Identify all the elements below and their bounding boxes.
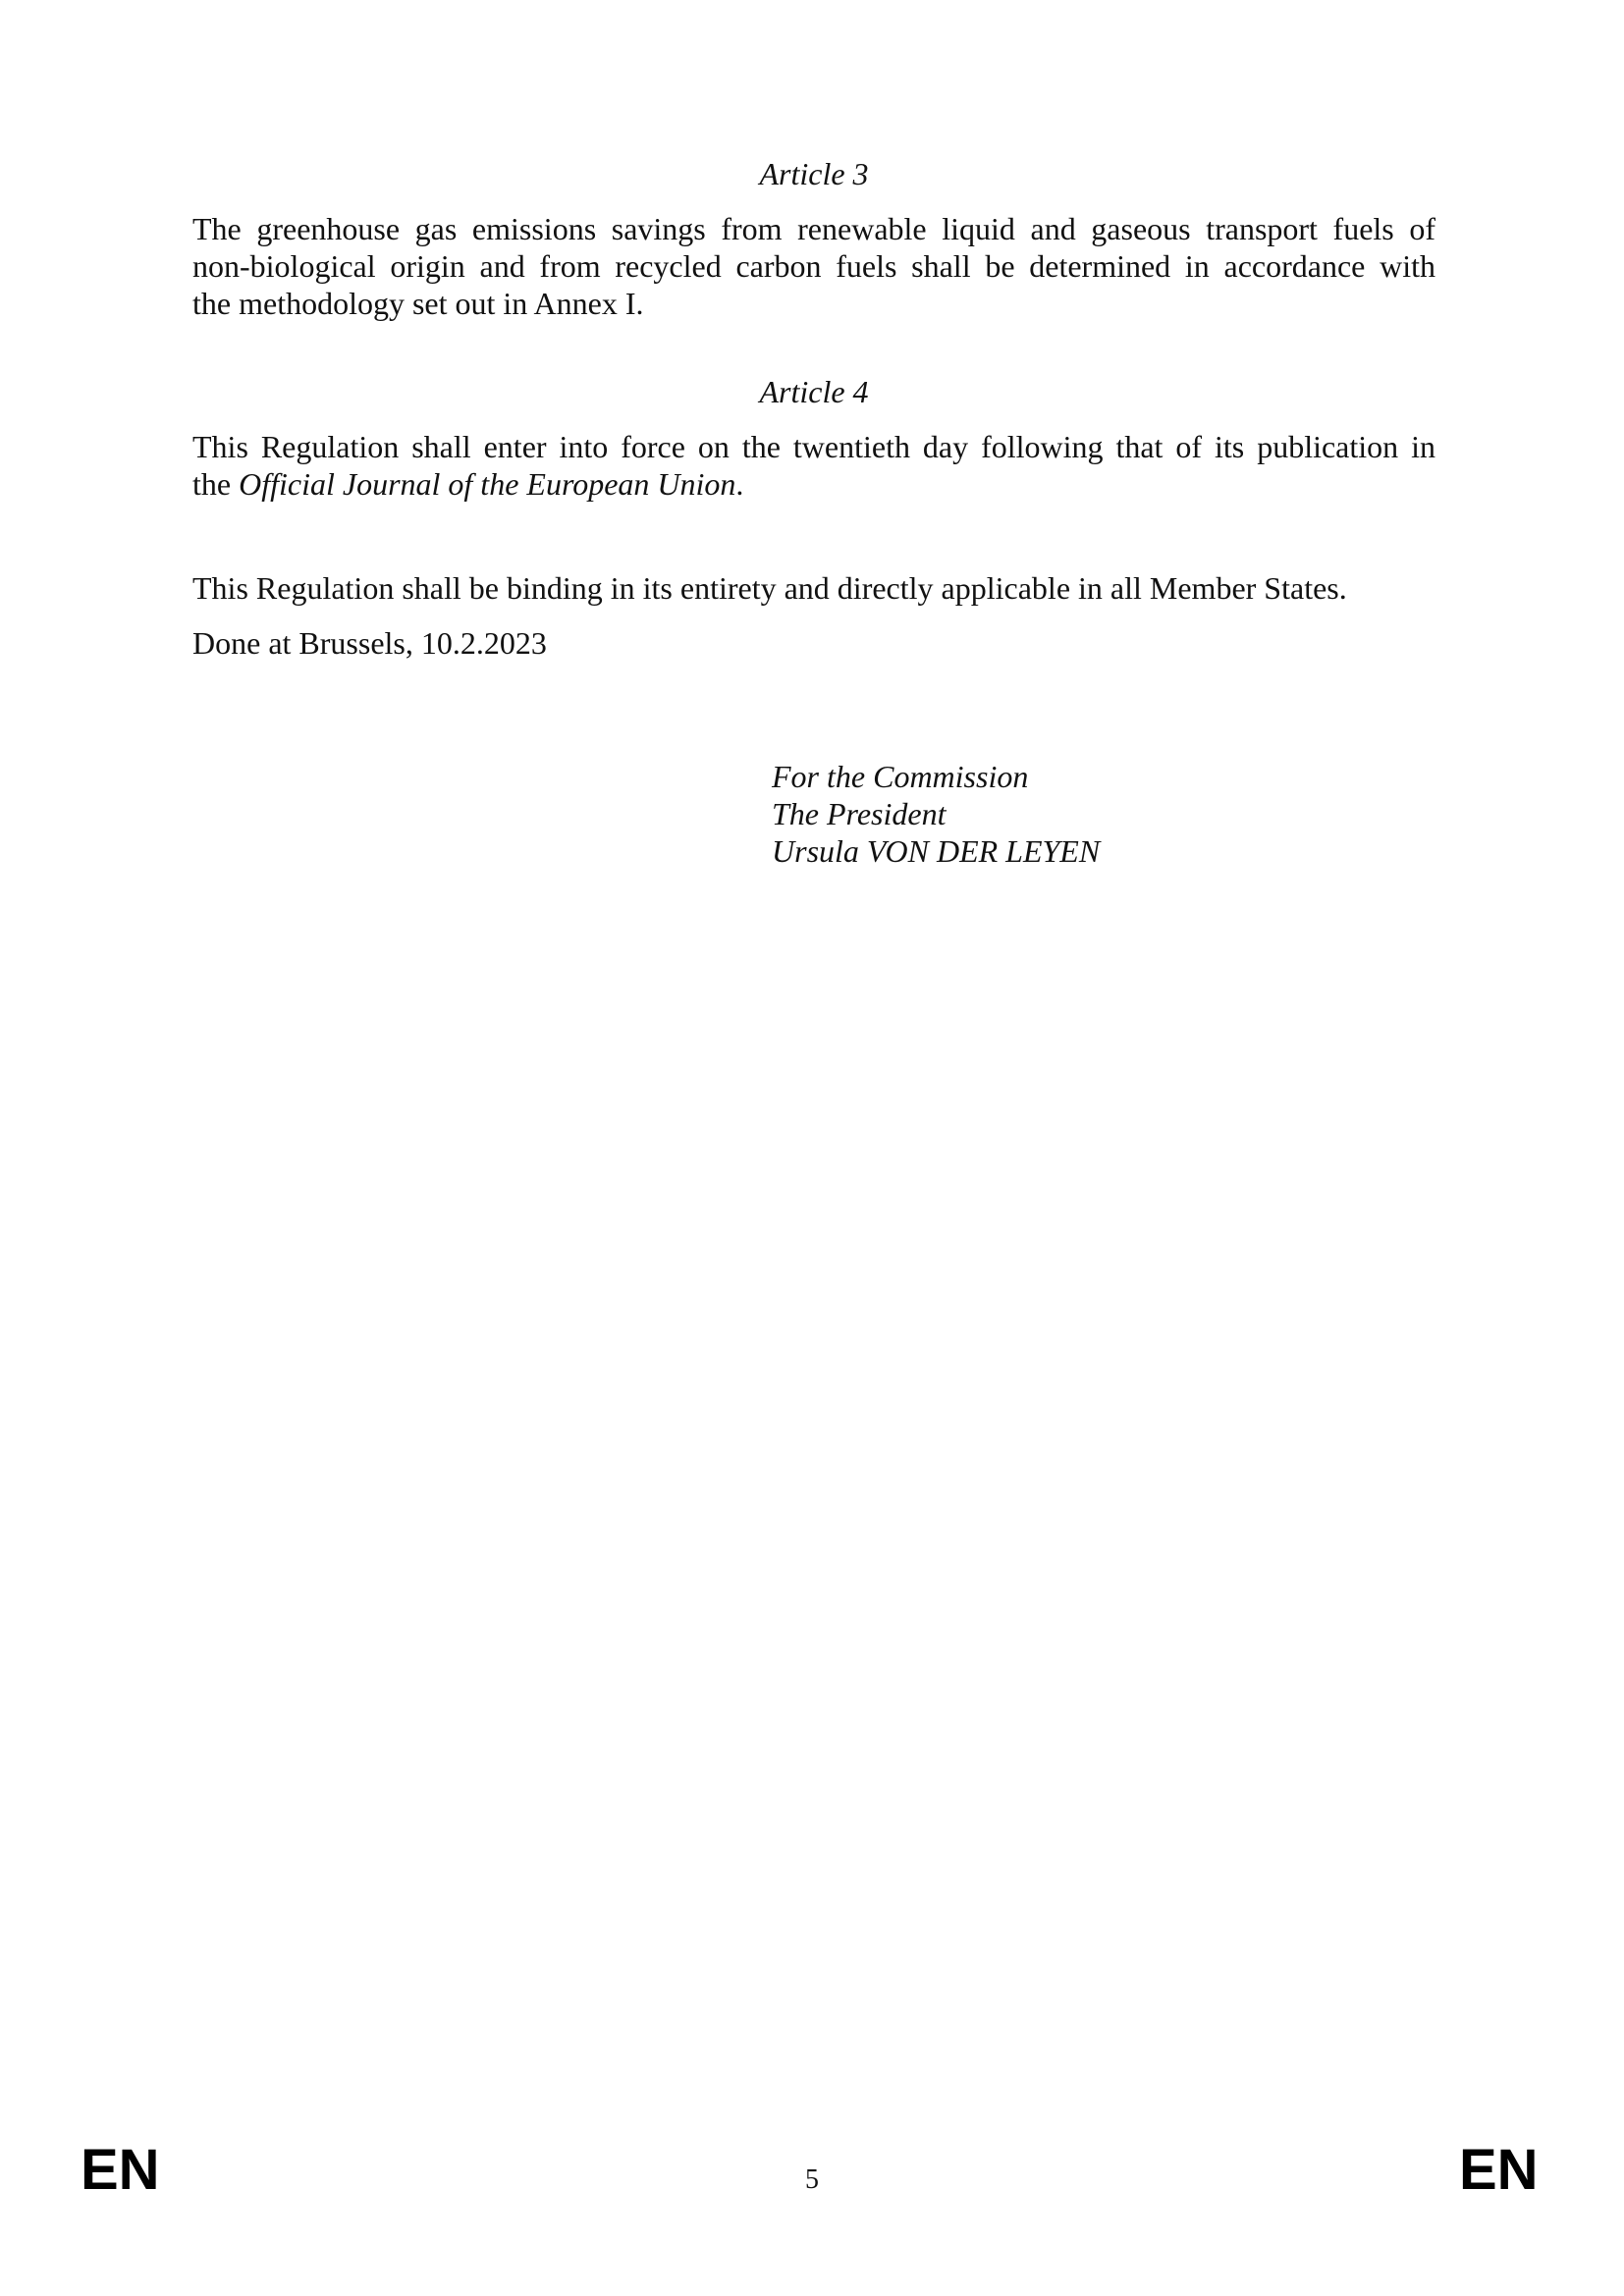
article-4-heading: Article 4 — [759, 374, 869, 409]
binding-statement: This Regulation shall be binding in its entirety and directly applicable in all Member States. — [192, 570, 1347, 606]
article-4-line-1: This Regulation shall enter into force on the twentieth day following that of its publication in — [192, 429, 1435, 464]
signature-line-1: For the Commission — [772, 759, 1029, 794]
article-4-line-2 — [192, 465, 1435, 503]
done-at: Done at Brussels, 10.2.2023 — [192, 625, 547, 661]
article-4-body — [192, 428, 1435, 503]
article-3-heading: Article 3 — [759, 156, 869, 191]
language-code-right: EN — [1459, 2138, 1539, 2202]
article-4-line-2-suffix: . — [735, 466, 744, 502]
article-3-line-3: the methodology set out in Annex I. — [192, 286, 644, 321]
signature-line-2: The President — [772, 796, 947, 831]
language-code-left: EN — [81, 2138, 160, 2202]
official-journal-title: Official Journal of the European Union — [239, 466, 736, 502]
page-number: 5 — [805, 2164, 819, 2195]
article-3-body — [192, 210, 1435, 322]
signature-block — [772, 758, 1100, 870]
article-3-line-2: non-biological origin and from recycled carbon fuels shall be determined in accordance with — [192, 248, 1435, 284]
article-3-line-1: The greenhouse gas emissions savings from renewable liquid and gaseous transport fuels of — [192, 211, 1435, 246]
signature-line-3: Ursula VON DER LEYEN — [772, 833, 1101, 869]
article-4-line-2-prefix: the — [192, 466, 240, 502]
